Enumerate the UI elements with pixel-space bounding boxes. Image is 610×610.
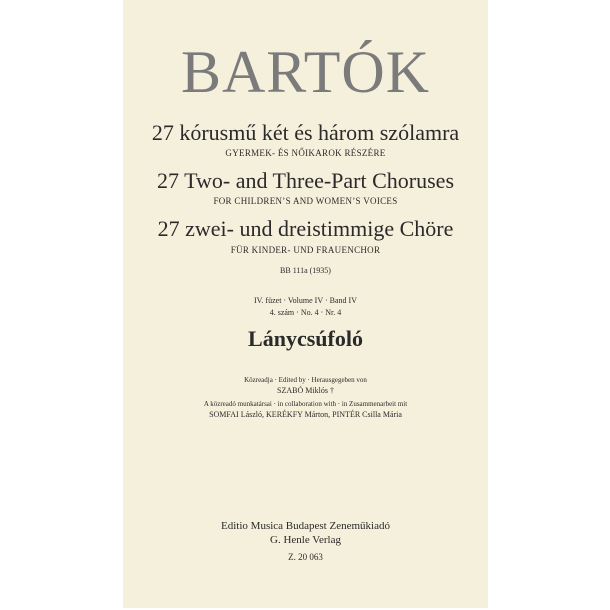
title-english: 27 Two- and Three-Part Choruses — [156, 168, 455, 193]
publisher-henle: G. Henle Verlag — [270, 534, 341, 546]
title-hungarian: 27 kórusmű két és három szólamra — [151, 120, 460, 145]
editor-name: SZABÓ Miklós † — [277, 386, 334, 395]
subtitle-german: FÜR KINDER- UND FRAUENCHOR — [230, 245, 381, 255]
catalog-number: BB 111a (1935) — [280, 266, 331, 275]
piece-title: Lánycsúfoló — [248, 326, 363, 351]
volume-info: IV. füzet · Volume IV · Band IV — [254, 296, 357, 305]
collaboration-label: A közreadó munkatársai · in collaboration with · in Zusammenarbeit mit — [203, 400, 408, 408]
piece-number: 4. szám · No. 4 · Nr. 4 — [269, 308, 342, 317]
score-cover — [123, 0, 488, 608]
title-german: 27 zwei- und dreistimmige Chöre — [157, 216, 454, 241]
subtitle-english: FOR CHILDREN’S AND WOMEN’S VOICES — [213, 196, 398, 206]
subtitle-hungarian: GYERMEK- ÉS NŐIKAROK RÉSZÉRE — [225, 148, 386, 158]
composer-name: BARTÓK — [180, 39, 431, 105]
collaborators-names: SOMFAI László, KERÉKFY Márton, PINTÉR Csilla Mária — [209, 410, 402, 419]
publisher-budapest: Editio Musica Budapest Zeneműkiadó — [221, 520, 390, 532]
plate-number: Z. 20 063 — [288, 552, 323, 562]
edited-by-label: Közreadja · Edited by · Herausgegeben von — [244, 376, 367, 384]
